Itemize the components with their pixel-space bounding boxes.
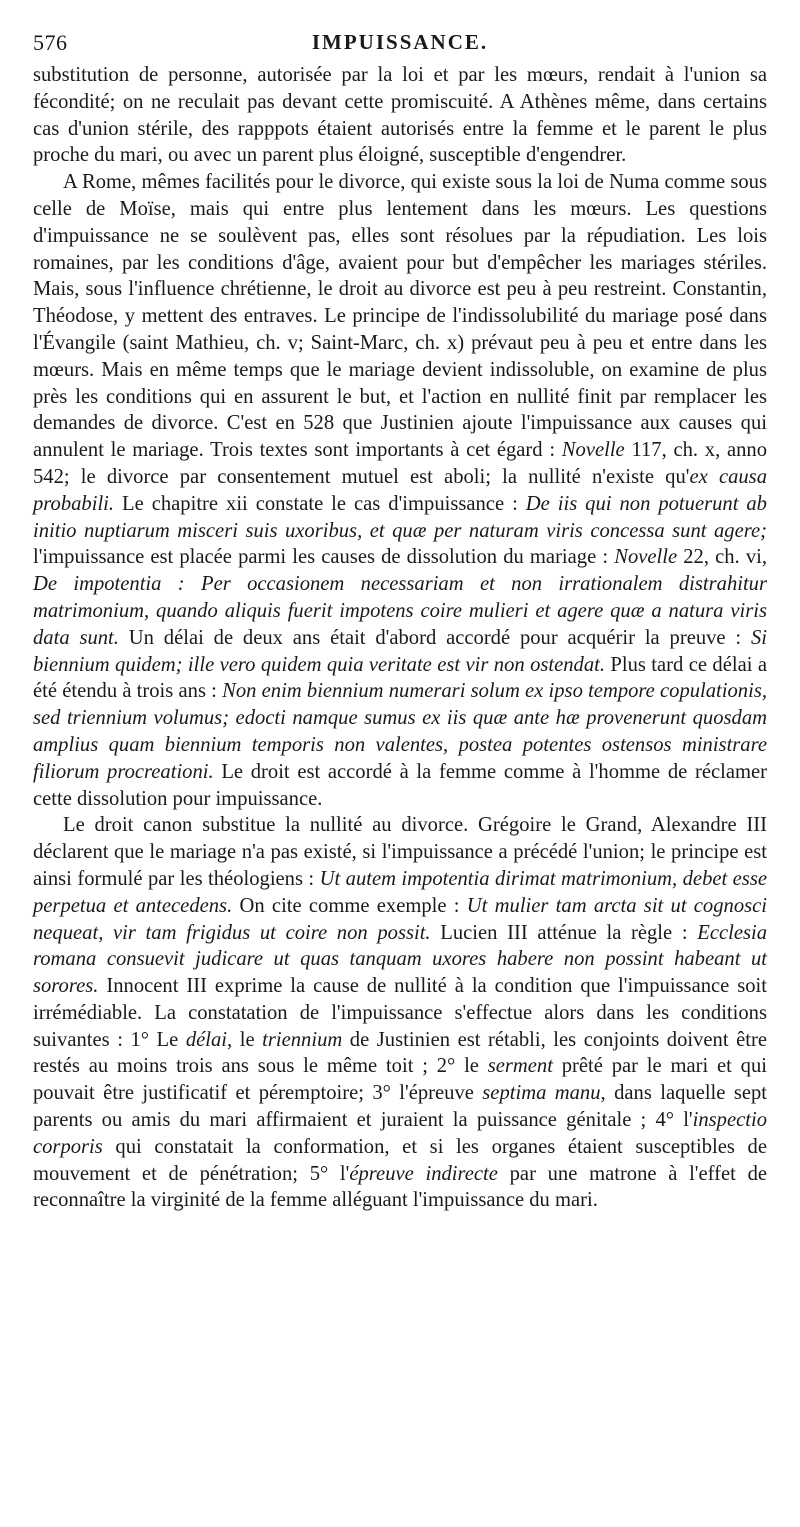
text-run: A Rome, mêmes facilités pour le divorce, qui existe sous la loi de Numa comme sous celle de Moïse, mais qui entre plus lentement dans les mœurs. Les questions d'impuissance ne se soulèvent pas, elles sont résolues par la répudiation. Les lois romaines, par les conditions d'âge, avaient pour but d'empêcher les mariages stériles. Mais, sous l'influence chrétienne, le droit au divorce est peu à peu restreint. Constantin, Théodose, y mettent des entraves. Le principe de l'indissolubilité du mariage posé dans l'Évangile (saint Mathieu, ch. v; Saint-Marc, ch. x) prévaut peu à peu et entre dans les mœurs. Mais en même temps que le mariage devient indissoluble, on examine de plus près les conditions qui en assurent le but, et l'action en nullité finit par remplacer les demandes de divorce. C'est en 528 que Justinien ajoute l'impuissance aux causes qui annulent le mariage. Trois textes sont importants à cet égard : <box>33 171 767 462</box>
text-run: Innocent III exprime la cause de nullité à la condition que l'impuissance soit irrémédiable. La constatation de l'impuissance s'effectue alors dans les conditions suivantes : 1° Le <box>33 975 767 1051</box>
text-run: 117, ch. x, anno 542; le divorce par consentement mutuel est aboli; la nullité n'existe qu' <box>33 439 767 488</box>
italic-text-run: Si biennium quidem; ille vero quidem quia veritate est vir non ostendat. <box>33 626 767 676</box>
text-run: , le <box>227 1028 263 1051</box>
text-run: Le chapitre xii constate le cas d'impuissance : <box>114 492 526 515</box>
page-header <box>33 30 767 58</box>
text-run: Le droit canon substitue la nullité au divorce. Grégoire le Grand, Alexandre III déclarent que le mariage n'a pas existé, si l'impuissance a précédé l'union; le principe est ainsi formulé par les théologiens : <box>33 814 767 890</box>
text-run: de Justinien est rétabli, les conjoints doivent être restés au moins trois ans sous le même toit ; 2° le <box>33 1028 767 1078</box>
text-run: qui constatait la conformation, et si les organes étaient susceptibles de mouvement et de pénétration; 5° l' <box>33 1135 767 1185</box>
text-run: 22, ch. vi, <box>677 546 767 569</box>
italic-text-run: épreuve indirecte <box>349 1162 498 1185</box>
text-run: Un délai de deux ans était d'abord accordé pour acquérir la preuve : <box>118 626 751 649</box>
italic-text-run: Novelle <box>561 439 625 462</box>
running-title: IMPUISSANCE. <box>311 30 489 54</box>
italic-text-run: Ut mulier tam arcta sit ut cognosci nequeat, vir tam frigidus ut coire non possit. <box>33 894 768 944</box>
text-run: l'impuissance est placée parmi les causes de dissolution du mariage : <box>33 546 615 569</box>
text-run: On cite comme exemple : <box>232 894 467 917</box>
italic-text-run: serment <box>487 1055 553 1078</box>
italic-text-run: septima manu, <box>482 1082 606 1105</box>
italic-text-run: Ut autem impotentia dirimat matrimonium, debet esse perpetua et antecedens. <box>33 867 767 917</box>
text-run: Le droit est accordé à la femme comme à l'homme de réclamer cette dissolution pour impuissance. <box>33 760 767 810</box>
text-run: dans laquelle sept parents ou amis du mari affirmaient et juraient la puissance génitale ; 4° l' <box>33 1082 767 1132</box>
paragraph-3 <box>33 812 767 1214</box>
text-run: par une matrone à l'effet de reconnaître la virginité de la femme alléguant l'impuissance du mari. <box>33 1162 768 1212</box>
text-run: Lucien III atténue la règle : <box>430 921 698 944</box>
italic-text-run: ex causa probabili. <box>33 465 767 515</box>
page-number: 576 <box>33 30 68 55</box>
italic-text-run: Non enim biennium numerari solum ex ipso tempore copulationis, sed triennium volumus; edocti namque sumus ex iis quæ ante hæ provenerunt quosdam amplius quam biennium temporis non valentes, postea potentes ostensos ministrare filiorum procreationi. <box>33 680 767 783</box>
body-text <box>33 62 767 1214</box>
italic-text-run: délai <box>185 1028 228 1051</box>
text-run: prêté par le mari et qui pouvait être justificatif et péremptoire; 3° l'épreuve <box>33 1055 767 1105</box>
italic-text-run: Novelle <box>614 546 678 569</box>
italic-text-run: triennium <box>262 1028 343 1051</box>
text-run: Plus tard ce délai a été étendu à trois ans : <box>33 653 767 703</box>
italic-text-run: inspectio corporis <box>33 1109 767 1158</box>
italic-text-run: De iis qui non potuerunt ab initio nuptiarum misceri suis uxoribus, et quæ per naturam viris concessa sunt agere; <box>33 492 767 542</box>
italic-text-run: De impotentia : Per occasionem necessariam et non irrationalem distrahitur matrimonium, quando aliquis fuerit impotens coire mulieri et agere quæ a natura viris data sunt. <box>33 573 767 649</box>
paragraph-1 <box>33 62 767 169</box>
italic-text-run: Ecclesia romana consuevit judicare ut quas tanquam uxores habere non possint habeant ut sorores. <box>33 921 767 998</box>
text-run: substitution de personne, autorisée par la loi et par les mœurs, rendait à l'union sa fécondité; on ne reculait pas devant cette promiscuité. A Athènes même, dans certains cas d'union stérile, des rapppots étaient autorisés entre la femme et le parent le plus proche du mari, ou avec un parent plus éloigné, susceptible d'engendrer. <box>33 64 767 167</box>
paragraph-2 <box>33 169 767 812</box>
